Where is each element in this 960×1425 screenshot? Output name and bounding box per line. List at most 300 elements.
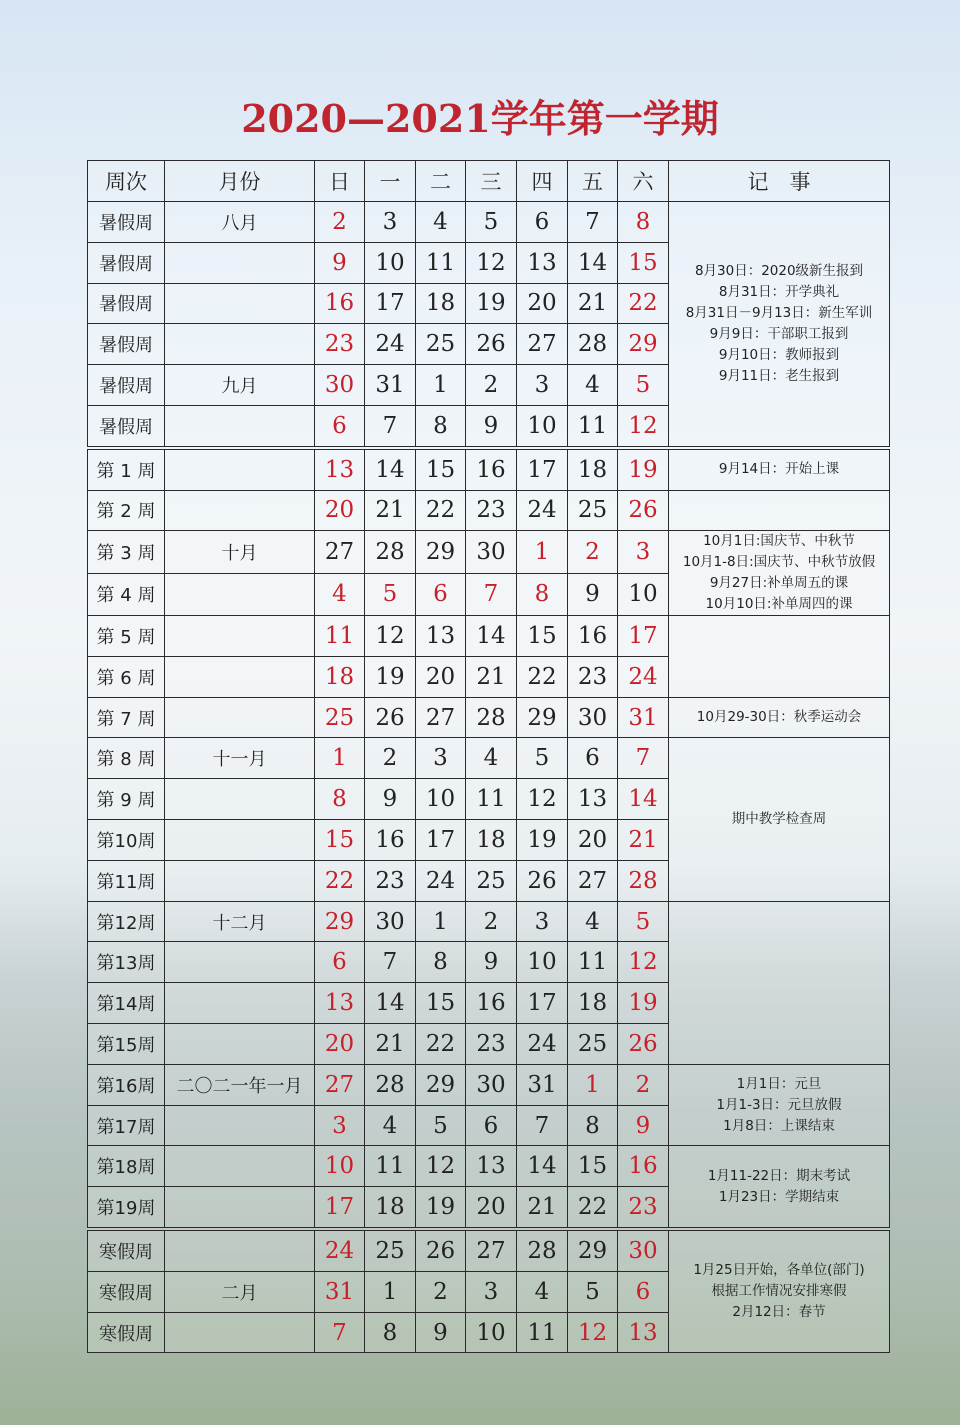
day-cell: 29	[416, 1064, 466, 1105]
day-cell: 15	[416, 448, 466, 490]
day-cell: 23	[315, 324, 365, 365]
day-cell: 16	[568, 616, 618, 657]
day-cell: 14	[618, 779, 669, 820]
day-cell: 2	[466, 365, 517, 406]
day-cell: 16	[618, 1146, 669, 1187]
month-label	[165, 697, 315, 738]
day-cell: 25	[416, 324, 466, 365]
note-line: 9月10日：教师报到	[718, 346, 840, 363]
notes-cell	[669, 1064, 890, 1146]
week-label: 第 1 周	[88, 448, 165, 490]
day-cell: 12	[466, 242, 517, 283]
day-cell: 3	[315, 1105, 365, 1146]
month-label: 十二月	[165, 901, 315, 942]
day-cell: 5	[618, 901, 669, 942]
week-label: 第15周	[88, 1024, 165, 1065]
week-label: 第 8 周	[88, 738, 165, 779]
header-wed: 三	[466, 161, 517, 202]
day-cell: 2	[315, 202, 365, 243]
day-cell: 13	[315, 983, 365, 1024]
day-cell: 11	[315, 616, 365, 657]
day-cell: 25	[568, 1024, 618, 1065]
month-label	[165, 616, 315, 657]
day-cell: 27	[416, 697, 466, 738]
day-cell: 25	[365, 1229, 416, 1271]
week-label: 第17周	[88, 1105, 165, 1146]
month-label: 八月	[165, 202, 315, 243]
day-cell: 22	[517, 656, 568, 697]
header-row	[88, 161, 890, 202]
day-cell: 11	[517, 1312, 568, 1353]
day-cell: 1	[416, 365, 466, 406]
day-cell: 27	[568, 860, 618, 901]
day-cell: 23	[466, 1024, 517, 1065]
day-cell: 31	[517, 1064, 568, 1105]
day-cell: 27	[315, 531, 365, 573]
day-cell: 3	[618, 531, 669, 573]
day-cell: 31	[365, 365, 416, 406]
day-cell: 30	[315, 365, 365, 406]
day-cell: 25	[315, 697, 365, 738]
day-cell: 19	[466, 283, 517, 324]
day-cell: 24	[365, 324, 416, 365]
page-title: 2020—2021学年第一学期	[241, 96, 719, 141]
week-label: 第 4 周	[88, 573, 165, 615]
month-label: 十一月	[165, 738, 315, 779]
day-cell: 30	[365, 901, 416, 942]
day-cell: 18	[315, 656, 365, 697]
day-cell: 26	[618, 490, 669, 531]
day-cell: 8	[315, 779, 365, 820]
day-cell: 29	[618, 324, 669, 365]
week-row	[88, 901, 890, 942]
notes-cell	[669, 616, 890, 698]
day-cell: 3	[517, 901, 568, 942]
day-cell: 13	[618, 1312, 669, 1353]
day-cell: 15	[315, 820, 365, 861]
day-cell: 5	[466, 202, 517, 243]
day-cell: 10	[618, 573, 669, 615]
day-cell: 5	[517, 738, 568, 779]
day-cell: 3	[416, 738, 466, 779]
day-cell: 28	[517, 1229, 568, 1271]
day-cell: 30	[568, 697, 618, 738]
week-label: 暑假周	[88, 242, 165, 283]
note-line: 8月31日－9月13日：新生军训	[685, 304, 873, 321]
month-label	[165, 820, 315, 861]
month-label	[165, 242, 315, 283]
day-cell: 18	[416, 283, 466, 324]
day-cell: 4	[416, 202, 466, 243]
day-cell: 12	[416, 1146, 466, 1187]
day-cell: 6	[315, 405, 365, 447]
week-row	[88, 531, 890, 573]
day-cell: 2	[466, 901, 517, 942]
day-cell: 20	[466, 1187, 517, 1229]
day-cell: 20	[517, 283, 568, 324]
day-cell: 14	[568, 242, 618, 283]
day-cell: 28	[365, 531, 416, 573]
month-label	[165, 283, 315, 324]
day-cell: 17	[315, 1187, 365, 1229]
month-label	[165, 1312, 315, 1353]
day-cell: 18	[568, 983, 618, 1024]
day-cell: 28	[568, 324, 618, 365]
month-label	[165, 1187, 315, 1229]
day-cell: 10	[517, 942, 568, 983]
day-cell: 20	[416, 656, 466, 697]
week-label: 第 7 周	[88, 697, 165, 738]
note-line: 1月23日：学期结束	[718, 1188, 840, 1205]
notes-cell	[669, 1229, 890, 1353]
day-cell: 17	[618, 616, 669, 657]
day-cell: 25	[466, 860, 517, 901]
day-cell: 30	[466, 531, 517, 573]
day-cell: 20	[315, 490, 365, 531]
week-label: 第12周	[88, 901, 165, 942]
week-row	[88, 1064, 890, 1105]
day-cell: 14	[517, 1146, 568, 1187]
day-cell: 29	[568, 1229, 618, 1271]
day-cell: 9	[416, 1312, 466, 1353]
day-cell: 29	[315, 901, 365, 942]
note-line: 9月9日：干部职工报到	[709, 325, 849, 342]
day-cell: 23	[618, 1187, 669, 1229]
header-month: 月份	[165, 161, 315, 202]
week-label: 第 6 周	[88, 656, 165, 697]
note-line: 10月29-30日：秋季运动会	[696, 709, 862, 726]
month-label	[165, 448, 315, 490]
day-cell: 1	[365, 1271, 416, 1312]
week-label: 暑假周	[88, 324, 165, 365]
day-cell: 8	[517, 573, 568, 615]
day-cell: 4	[568, 901, 618, 942]
day-cell: 5	[618, 365, 669, 406]
day-cell: 20	[315, 1024, 365, 1065]
day-cell: 6	[517, 202, 568, 243]
day-cell: 6	[315, 942, 365, 983]
day-cell: 24	[315, 1229, 365, 1271]
day-cell: 6	[466, 1105, 517, 1146]
note-line: 1月1日：元旦	[736, 1075, 822, 1092]
month-label	[165, 942, 315, 983]
day-cell: 5	[568, 1271, 618, 1312]
day-cell: 23	[365, 860, 416, 901]
day-cell: 2	[568, 531, 618, 573]
day-cell: 28	[365, 1064, 416, 1105]
day-cell: 14	[365, 448, 416, 490]
note-line: 1月1-3日：元旦放假	[716, 1096, 842, 1113]
day-cell: 21	[517, 1187, 568, 1229]
day-cell: 1	[315, 738, 365, 779]
day-cell: 11	[365, 1146, 416, 1187]
week-label: 第 9 周	[88, 779, 165, 820]
week-row	[88, 490, 890, 531]
day-cell: 15	[618, 242, 669, 283]
header-week: 周次	[88, 161, 165, 202]
day-cell: 26	[517, 860, 568, 901]
note-line: 期中教学检查周	[731, 811, 827, 828]
day-cell: 19	[517, 820, 568, 861]
day-cell: 22	[416, 1024, 466, 1065]
week-label: 第18周	[88, 1146, 165, 1187]
day-cell: 10	[416, 779, 466, 820]
note-line: 2月12日：春节	[732, 1304, 826, 1321]
day-cell: 7	[618, 738, 669, 779]
note-line: 9月11日：老生报到	[718, 367, 840, 384]
day-cell: 8	[365, 1312, 416, 1353]
day-cell: 25	[568, 490, 618, 531]
notes-cell	[669, 738, 890, 901]
day-cell: 1	[568, 1064, 618, 1105]
day-cell: 8	[416, 942, 466, 983]
day-cell: 15	[568, 1146, 618, 1187]
day-cell: 7	[517, 1105, 568, 1146]
day-cell: 1	[416, 901, 466, 942]
day-cell: 3	[466, 1271, 517, 1312]
header-mon: 一	[365, 161, 416, 202]
day-cell: 7	[365, 942, 416, 983]
day-cell: 8	[568, 1105, 618, 1146]
week-label: 第11周	[88, 860, 165, 901]
month-label	[165, 573, 315, 615]
day-cell: 11	[466, 779, 517, 820]
day-cell: 19	[618, 448, 669, 490]
week-label: 寒假周	[88, 1271, 165, 1312]
month-label: 九月	[165, 365, 315, 406]
day-cell: 22	[315, 860, 365, 901]
day-cell: 7	[568, 202, 618, 243]
week-label: 第10周	[88, 820, 165, 861]
month-label	[165, 779, 315, 820]
week-row	[88, 202, 890, 243]
day-cell: 23	[568, 656, 618, 697]
day-cell: 7	[315, 1312, 365, 1353]
day-cell: 18	[568, 448, 618, 490]
week-row	[88, 697, 890, 738]
week-label: 第16周	[88, 1064, 165, 1105]
month-label	[165, 1229, 315, 1271]
day-cell: 27	[315, 1064, 365, 1105]
day-cell: 9	[466, 942, 517, 983]
day-cell: 17	[416, 820, 466, 861]
week-row	[88, 1146, 890, 1187]
header-thu: 四	[517, 161, 568, 202]
day-cell: 10	[315, 1146, 365, 1187]
day-cell: 13	[416, 616, 466, 657]
day-cell: 16	[466, 448, 517, 490]
day-cell: 27	[517, 324, 568, 365]
notes-cell	[669, 490, 890, 531]
week-row	[88, 738, 890, 779]
day-cell: 9	[365, 779, 416, 820]
day-cell: 13	[315, 448, 365, 490]
month-label: 二〇二一年一月	[165, 1064, 315, 1105]
note-line: 9月14日：开始上课	[718, 461, 840, 478]
day-cell: 31	[618, 697, 669, 738]
day-cell: 26	[618, 1024, 669, 1065]
week-label: 第14周	[88, 983, 165, 1024]
calendar-table	[87, 160, 890, 1353]
day-cell: 24	[517, 1024, 568, 1065]
day-cell: 13	[466, 1146, 517, 1187]
note-line: 1月25日开始，各单位(部门)	[693, 1262, 865, 1279]
calendar-body	[88, 202, 890, 1353]
day-cell: 19	[618, 983, 669, 1024]
day-cell: 24	[517, 490, 568, 531]
day-cell: 8	[416, 405, 466, 447]
month-label	[165, 656, 315, 697]
day-cell: 12	[365, 616, 416, 657]
notes-cell	[669, 697, 890, 738]
day-cell: 7	[365, 405, 416, 447]
day-cell: 26	[365, 697, 416, 738]
day-cell: 5	[365, 573, 416, 615]
day-cell: 17	[517, 448, 568, 490]
day-cell: 10	[365, 242, 416, 283]
day-cell: 28	[618, 860, 669, 901]
day-cell: 9	[315, 242, 365, 283]
day-cell: 17	[517, 983, 568, 1024]
note-line: 10月1-8日:国庆节、中秋节放假	[682, 554, 876, 571]
day-cell: 12	[618, 942, 669, 983]
day-cell: 27	[466, 1229, 517, 1271]
week-row	[88, 448, 890, 490]
day-cell: 23	[466, 490, 517, 531]
day-cell: 18	[365, 1187, 416, 1229]
month-label: 二月	[165, 1271, 315, 1312]
week-label: 暑假周	[88, 405, 165, 447]
week-row	[88, 1229, 890, 1271]
day-cell: 21	[365, 490, 416, 531]
day-cell: 12	[568, 1312, 618, 1353]
day-cell: 13	[517, 242, 568, 283]
week-label: 寒假周	[88, 1312, 165, 1353]
day-cell: 9	[568, 573, 618, 615]
note-line: 根据工作情况安排寒假	[711, 1283, 847, 1300]
day-cell: 14	[365, 983, 416, 1024]
day-cell: 9	[618, 1105, 669, 1146]
notes-cell	[669, 531, 890, 616]
day-cell: 10	[517, 405, 568, 447]
day-cell: 2	[416, 1271, 466, 1312]
day-cell: 6	[568, 738, 618, 779]
day-cell: 21	[365, 1024, 416, 1065]
month-label	[165, 405, 315, 447]
day-cell: 15	[416, 983, 466, 1024]
day-cell: 24	[416, 860, 466, 901]
month-label	[165, 983, 315, 1024]
day-cell: 15	[517, 616, 568, 657]
note-line: 8月31日：开学典礼	[718, 284, 840, 301]
day-cell: 16	[365, 820, 416, 861]
week-label: 第 5 周	[88, 616, 165, 657]
notes-cell	[669, 448, 890, 490]
header-fri: 五	[568, 161, 618, 202]
day-cell: 17	[365, 283, 416, 324]
header-sat: 六	[618, 161, 669, 202]
month-label	[165, 1146, 315, 1187]
month-label	[165, 490, 315, 531]
day-cell: 6	[416, 573, 466, 615]
day-cell: 10	[466, 1312, 517, 1353]
header-notes: 记 事	[669, 161, 890, 202]
month-label	[165, 324, 315, 365]
month-label	[165, 860, 315, 901]
note-line: 10月1日:国庆节、中秋节	[703, 533, 855, 550]
day-cell: 4	[315, 573, 365, 615]
week-row	[88, 616, 890, 657]
day-cell: 16	[315, 283, 365, 324]
day-cell: 26	[466, 324, 517, 365]
day-cell: 30	[466, 1064, 517, 1105]
day-cell: 11	[568, 942, 618, 983]
week-label: 第 2 周	[88, 490, 165, 531]
day-cell: 21	[618, 820, 669, 861]
day-cell: 6	[618, 1271, 669, 1312]
day-cell: 21	[568, 283, 618, 324]
day-cell: 12	[618, 405, 669, 447]
week-label: 第13周	[88, 942, 165, 983]
day-cell: 30	[618, 1229, 669, 1271]
day-cell: 31	[315, 1271, 365, 1312]
day-cell: 4	[568, 365, 618, 406]
day-cell: 4	[466, 738, 517, 779]
day-cell: 11	[568, 405, 618, 447]
day-cell: 4	[365, 1105, 416, 1146]
day-cell: 5	[416, 1105, 466, 1146]
note-line: 1月11-22日：期末考试	[707, 1167, 851, 1184]
day-cell: 28	[466, 697, 517, 738]
day-cell: 3	[517, 365, 568, 406]
notes-cell	[669, 202, 890, 448]
day-cell: 8	[618, 202, 669, 243]
day-cell: 9	[466, 405, 517, 447]
day-cell: 22	[416, 490, 466, 531]
day-cell: 12	[517, 779, 568, 820]
day-cell: 29	[416, 531, 466, 573]
week-label: 第 3 周	[88, 531, 165, 573]
day-cell: 24	[618, 656, 669, 697]
notes-cell	[669, 901, 890, 1064]
day-cell: 2	[365, 738, 416, 779]
day-cell: 26	[416, 1229, 466, 1271]
day-cell: 13	[568, 779, 618, 820]
day-cell: 21	[466, 656, 517, 697]
day-cell: 29	[517, 697, 568, 738]
note-line: 9月27日:补单周五的课	[709, 575, 849, 592]
day-cell: 18	[466, 820, 517, 861]
day-cell: 19	[416, 1187, 466, 1229]
month-label: 十月	[165, 531, 315, 573]
notes-cell	[669, 1146, 890, 1229]
note-line: 8月30日：2020级新生报到	[694, 263, 864, 280]
note-line: 1月8日：上课结束	[723, 1117, 835, 1134]
week-label: 暑假周	[88, 283, 165, 324]
week-label: 暑假周	[88, 365, 165, 406]
header-sun: 日	[315, 161, 365, 202]
day-cell: 16	[466, 983, 517, 1024]
day-cell: 22	[568, 1187, 618, 1229]
day-cell: 19	[365, 656, 416, 697]
day-cell: 22	[618, 283, 669, 324]
day-cell: 4	[517, 1271, 568, 1312]
week-label: 第19周	[88, 1187, 165, 1229]
week-label: 寒假周	[88, 1229, 165, 1271]
day-cell: 20	[568, 820, 618, 861]
month-label	[165, 1024, 315, 1065]
day-cell: 7	[466, 573, 517, 615]
